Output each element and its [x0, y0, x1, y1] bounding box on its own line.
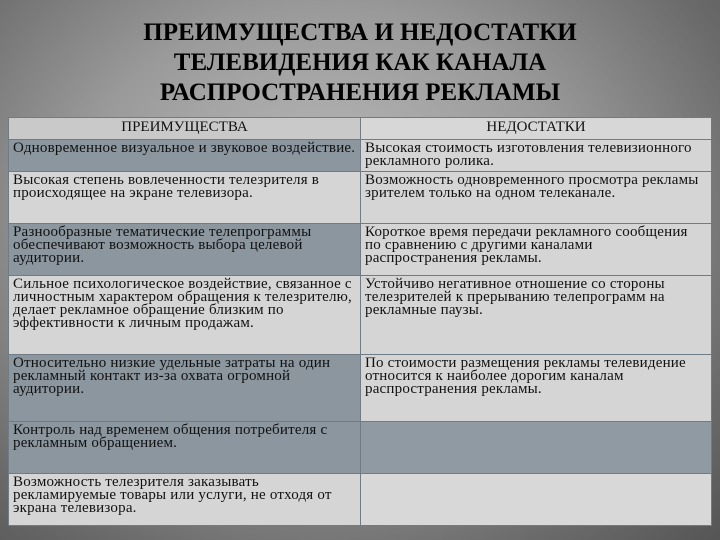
advantage-cell: Контроль над временем общения потребителя с рекламным обращением.	[9, 422, 361, 474]
empty-cell	[361, 422, 712, 474]
title-line-1: ПРЕИМУЩЕСТВА И НЕДОСТАТКИ	[143, 19, 577, 46]
advantage-cell: Возможность телезрителя заказывать рекламируемые товары или услуги, не отходя от экрана телевизора.	[9, 474, 361, 526]
empty-cell	[361, 474, 712, 526]
advantage-cell: Высокая степень вовлеченности телезрителя в происходящее на экране телевизора.	[9, 172, 361, 224]
disadvantage-cell: Возможность одновременного просмотра рекламы зрителем только на одном телеканале.	[361, 172, 712, 224]
title-line-2: ТЕЛЕВИДЕНИЯ КАК КАНАЛА	[173, 49, 547, 76]
header-disadvantages: НЕДОСТАТКИ	[361, 118, 712, 140]
table-row	[9, 224, 712, 276]
advantage-cell: Одновременное визуальное и звуковое воздействие.	[9, 140, 361, 172]
table-row	[9, 355, 712, 422]
table-row	[9, 172, 712, 224]
disadvantage-cell: Устойчиво негативное отношение со стороны телезрителей к прерыванию телепрограмм на рекламные паузы.	[361, 276, 712, 355]
table-row	[9, 276, 712, 355]
table-row	[9, 422, 712, 474]
disadvantage-cell: Короткое время передачи рекламного сообщения по сравнению с другими каналами распространения рекламы.	[361, 224, 712, 276]
advantage-cell: Разнообразные тематические телепрограммы обеспечивают возможность выбора целевой аудитории.	[9, 224, 361, 276]
comparison-table	[8, 117, 712, 526]
slide-title	[95, 18, 625, 108]
table-row	[9, 474, 712, 526]
table-header-row	[9, 118, 712, 140]
disadvantage-cell: По стоимости размещения рекламы телевидение относится к наиболее дорогим каналам распространения рекламы.	[361, 355, 712, 422]
table-row	[9, 140, 712, 172]
header-advantages: ПРЕИМУЩЕСТВА	[9, 118, 361, 140]
advantage-cell: Сильное психологическое воздействие, связанное с личностным характером обращения к телезрителю, делает рекламное обращение близким по эффективности к личным продажам.	[9, 276, 361, 355]
disadvantage-cell: Высокая стоимость изготовления телевизионного рекламного ролика.	[361, 140, 712, 172]
title-line-3: РАСПРОСТРАНЕНИЯ РЕКЛАМЫ	[159, 79, 561, 106]
advantage-cell: Относительно низкие удельные затраты на один рекламный контакт из-за охвата огромной аудитории.	[9, 355, 361, 422]
